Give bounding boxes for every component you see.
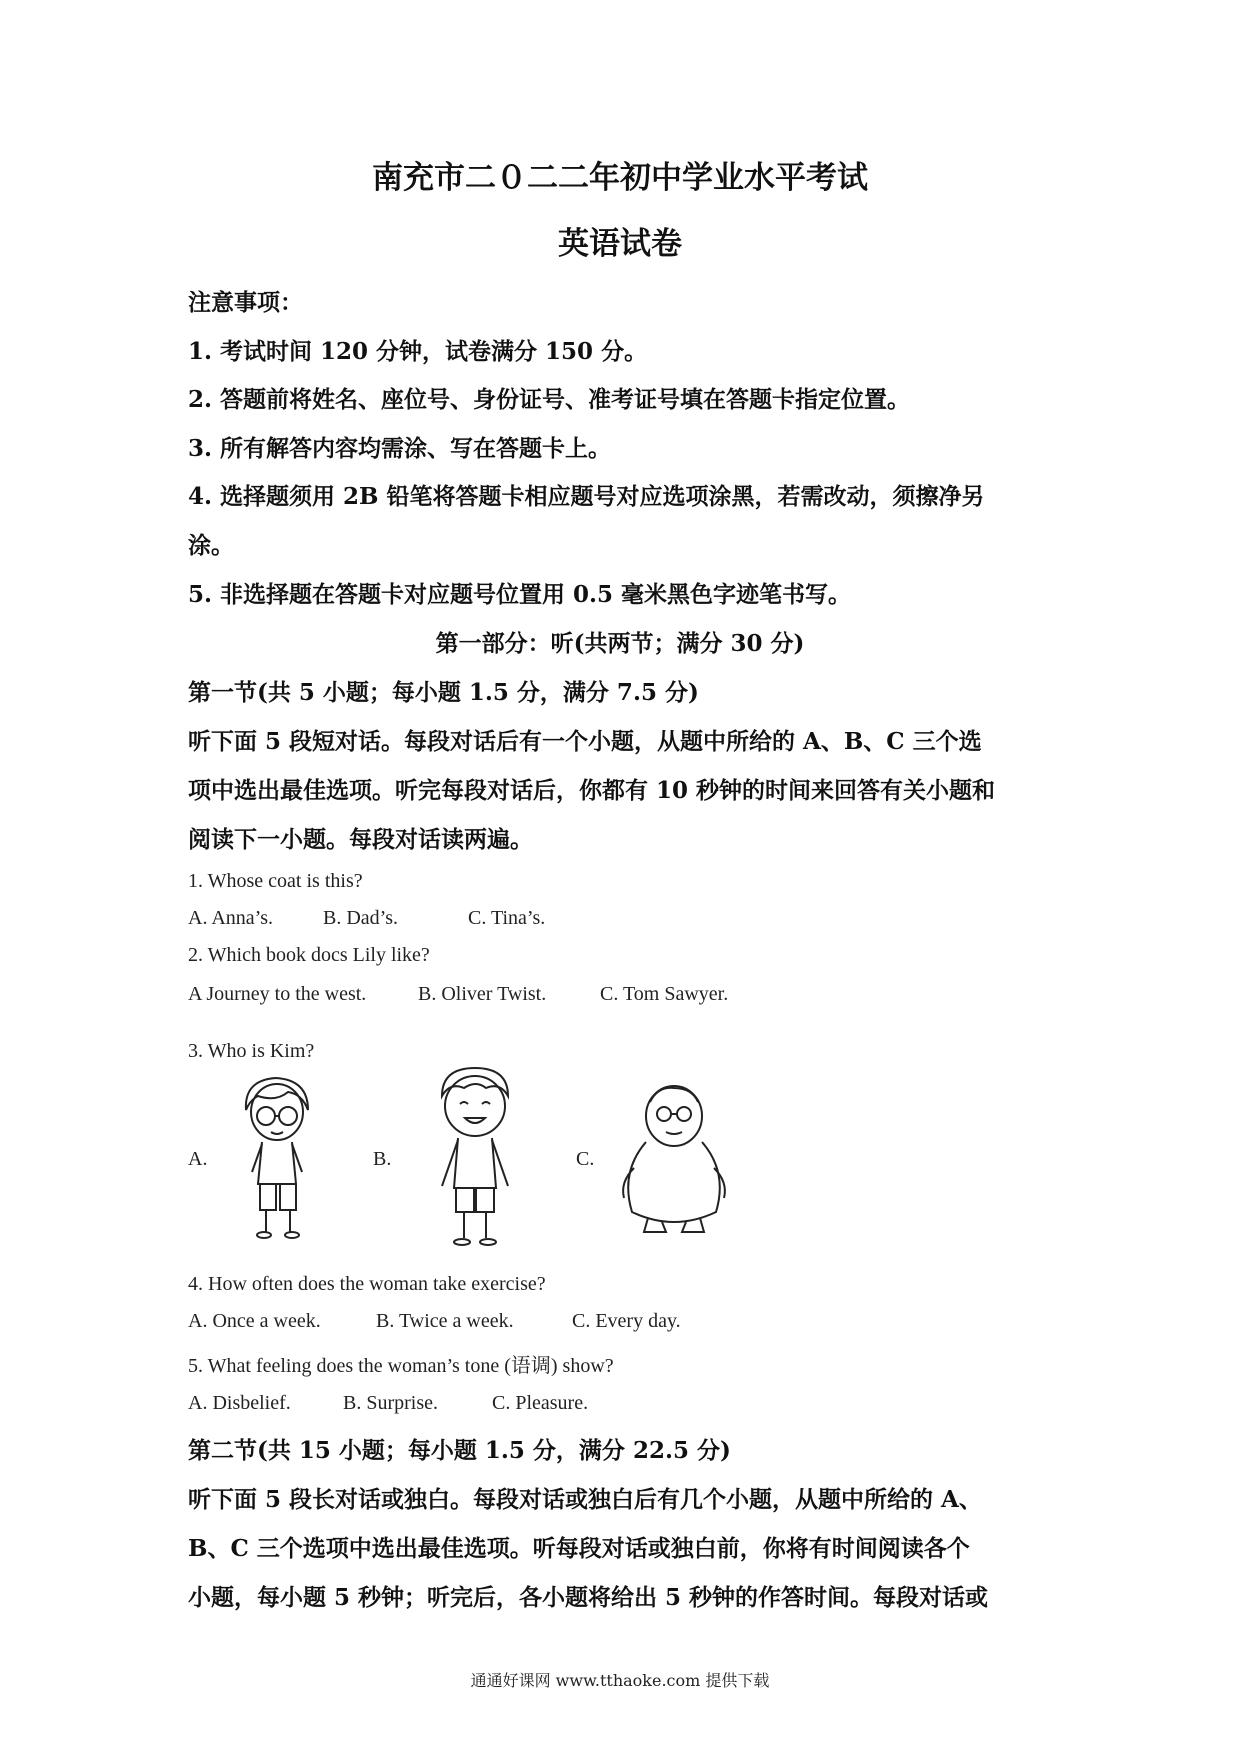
option-c: C. Tina’s. <box>468 907 546 929</box>
part1-heading: 第一部分：听(共两节；满分 30 分) <box>435 630 805 657</box>
notice-item: 4. 选择题须用 2B 铅笔将答题卡相应题号对应选项涂黑，若需改动，须擦净另 <box>188 483 985 510</box>
notice-item: 2. 答题前将姓名、座位号、身份证号、准考证号填在答题卡指定位置。 <box>188 386 911 413</box>
option-b: B. Oliver Twist. <box>418 983 547 1005</box>
section2-heading: 第二节(共 15 小题；每小题 1.5 分，满分 22.5 分) <box>188 1437 731 1464</box>
section2-instruction: B、C 三个选项中选出最佳选项。听每段对话或独白前，你将有时间阅读各个 <box>188 1535 970 1562</box>
option-c: C. Pleasure. <box>492 1392 589 1414</box>
option-b: B. Twice a week. <box>376 1310 514 1332</box>
notice-item: 1. 考试时间 120 分钟，试卷满分 150 分。 <box>188 338 648 365</box>
notice-heading: 注意事项： <box>188 289 303 316</box>
question-1: 1. Whose coat is this? <box>188 870 363 892</box>
page-footer: 通通好课网 www.tthaoke.com 提供下载 <box>470 1671 770 1690</box>
figure-label-a: A. <box>188 1148 208 1170</box>
notice-item: 5. 非选择题在答题卡对应题号位置用 0.5 毫米黑色字迹笔书写。 <box>188 581 852 608</box>
figure-label-b: B. <box>373 1148 392 1170</box>
section2-instruction: 听下面 5 段长对话或独白。每段对话或独白后有几个小题，从题中所给的 A、 <box>188 1486 982 1513</box>
section1-heading: 第一节(共 5 小题；每小题 1.5 分，满分 7.5 分) <box>188 679 699 706</box>
option-a: A. Disbelief. <box>188 1392 291 1414</box>
section1-instruction: 听下面 5 段短对话。每段对话后有一个小题，从题中所给的 A、B、C 三个选 <box>188 728 982 755</box>
option-b: B. Surprise. <box>343 1392 438 1414</box>
smiling-boy-figure <box>420 1062 530 1252</box>
option-a: A Journey to the west. <box>188 983 367 1005</box>
option-a: A. Anna’s. <box>188 907 273 929</box>
round-man-figure <box>610 1072 740 1242</box>
page-title: 南充市二０二二年初中学业水平考试 <box>372 160 868 196</box>
section1-instruction: 阅读下一小题。每段对话读两遍。 <box>188 826 533 853</box>
question-3: 3. Who is Kim? <box>188 1040 315 1062</box>
boy-with-glasses-figure <box>228 1072 328 1242</box>
option-c: C. Every day. <box>572 1310 681 1332</box>
section1-instruction: 项中选出最佳选项。听完每段对话后，你都有 10 秒钟的时间来回答有关小题和 <box>188 777 996 804</box>
option-c: C. Tom Sawyer. <box>600 983 729 1005</box>
section2-instruction: 小题，每小题 5 秒钟；听完后，各小题将给出 5 秒钟的作答时间。每段对话或 <box>188 1584 989 1611</box>
figure-label-c: C. <box>576 1148 595 1170</box>
notice-item: 3. 所有解答内容均需涂、写在答题卡上。 <box>188 435 612 462</box>
question-4: 4. How often does the woman take exercise? <box>188 1273 546 1295</box>
page-subtitle: 英语试卷 <box>558 226 682 262</box>
option-b: B. Dad’s. <box>323 907 398 929</box>
notice-item: 涂。 <box>188 532 234 559</box>
option-a: A. Once a week. <box>188 1310 321 1332</box>
question-5: 5. What feeling does the woman’s tone (语调) show? <box>188 1355 614 1377</box>
question-2: 2. Which book docs Lily like? <box>188 944 430 966</box>
